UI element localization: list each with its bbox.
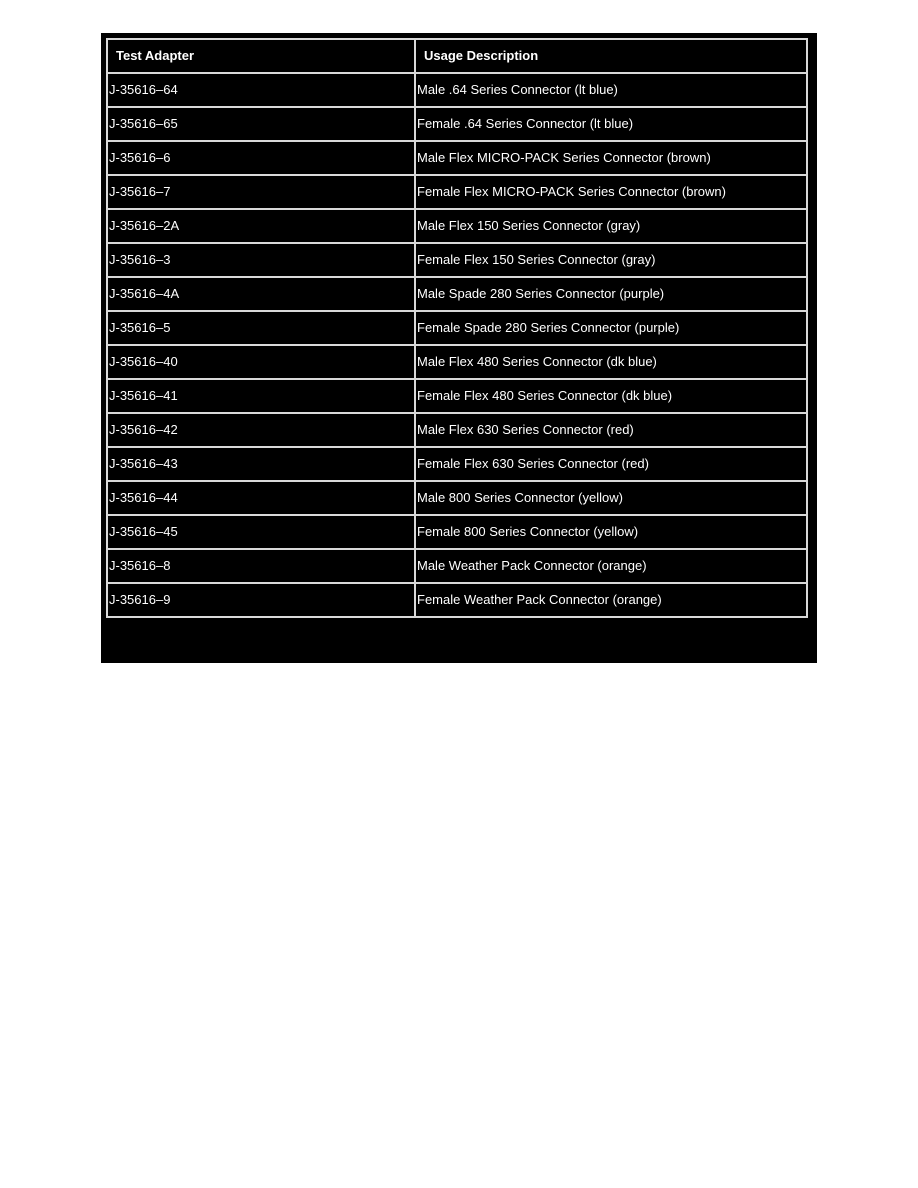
usage-description-cell: Male .64 Series Connector (lt blue) (415, 73, 807, 107)
table-row (107, 515, 807, 549)
test-adapter-cell: J-35616–9 (107, 583, 415, 617)
test-adapter-cell: J-35616–7 (107, 175, 415, 209)
table-row (107, 277, 807, 311)
test-adapter-cell: J-35616–2A (107, 209, 415, 243)
table-row (107, 107, 807, 141)
table-header-row (107, 39, 807, 73)
table-row (107, 345, 807, 379)
test-adapter-cell: J-35616–43 (107, 447, 415, 481)
usage-description-cell: Female Spade 280 Series Connector (purple) (415, 311, 807, 345)
column-header-usage-description: Usage Description (415, 39, 807, 73)
usage-description-cell: Female Flex MICRO-PACK Series Connector (brown) (415, 175, 807, 209)
usage-description-cell: Male 800 Series Connector (yellow) (415, 481, 807, 515)
column-header-test-adapter: Test Adapter (107, 39, 415, 73)
usage-description-cell: Male Weather Pack Connector (orange) (415, 549, 807, 583)
usage-description-cell: Female Weather Pack Connector (orange) (415, 583, 807, 617)
test-adapter-cell: J-35616–45 (107, 515, 415, 549)
test-adapter-cell: J-35616–40 (107, 345, 415, 379)
usage-description-cell: Female .64 Series Connector (lt blue) (415, 107, 807, 141)
table-row (107, 209, 807, 243)
table-row (107, 311, 807, 345)
table-row (107, 175, 807, 209)
table-row (107, 413, 807, 447)
test-adapter-cell: J-35616–41 (107, 379, 415, 413)
test-adapter-cell: J-35616–44 (107, 481, 415, 515)
test-adapter-cell: J-35616–8 (107, 549, 415, 583)
test-adapter-cell: J-35616–65 (107, 107, 415, 141)
table-row (107, 243, 807, 277)
usage-description-cell: Male Flex MICRO-PACK Series Connector (brown) (415, 141, 807, 175)
test-adapter-cell: J-35616–42 (107, 413, 415, 447)
test-adapter-cell: J-35616–64 (107, 73, 415, 107)
table-row (107, 141, 807, 175)
usage-description-cell: Female Flex 150 Series Connector (gray) (415, 243, 807, 277)
table-frame (101, 33, 817, 663)
test-adapter-cell: J-35616–6 (107, 141, 415, 175)
table-row (107, 583, 807, 617)
usage-description-cell: Female 800 Series Connector (yellow) (415, 515, 807, 549)
table-row (107, 481, 807, 515)
usage-description-cell: Male Flex 150 Series Connector (gray) (415, 209, 807, 243)
test-adapter-table (106, 38, 808, 618)
table-row (107, 447, 807, 481)
test-adapter-cell: J-35616–3 (107, 243, 415, 277)
usage-description-cell: Male Spade 280 Series Connector (purple) (415, 277, 807, 311)
usage-description-cell: Male Flex 630 Series Connector (red) (415, 413, 807, 447)
usage-description-cell: Female Flex 630 Series Connector (red) (415, 447, 807, 481)
table-row (107, 73, 807, 107)
test-adapter-cell: J-35616–5 (107, 311, 415, 345)
table-row (107, 379, 807, 413)
test-adapter-cell: J-35616–4A (107, 277, 415, 311)
usage-description-cell: Female Flex 480 Series Connector (dk blue) (415, 379, 807, 413)
table-row (107, 549, 807, 583)
usage-description-cell: Male Flex 480 Series Connector (dk blue) (415, 345, 807, 379)
